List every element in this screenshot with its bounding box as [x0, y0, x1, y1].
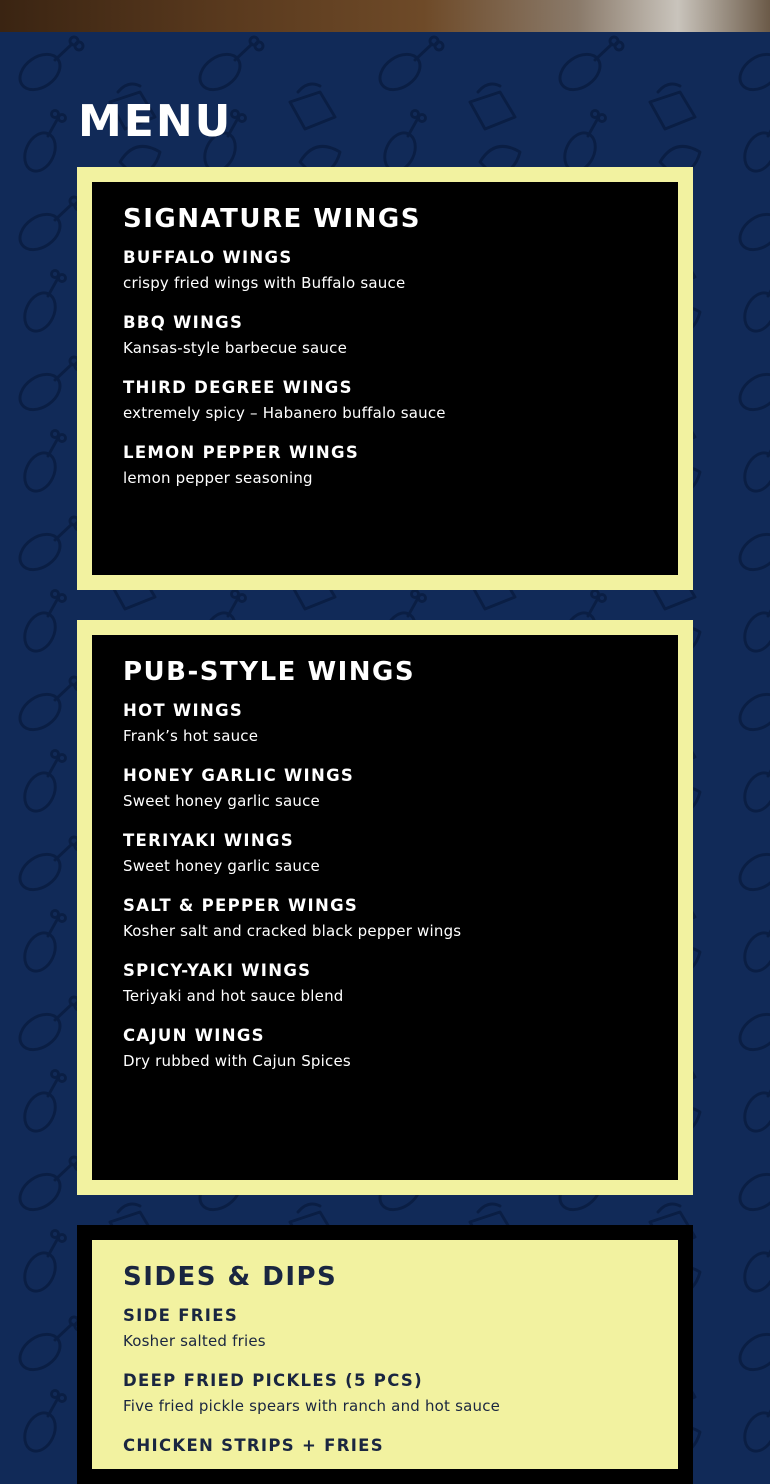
menu-item-description: Kosher salt and cracked black pepper wings	[123, 922, 462, 940]
menu-item-description: Kansas-style barbecue sauce	[123, 339, 348, 357]
menu-item	[123, 443, 647, 487]
menu-item	[123, 313, 647, 357]
menu-item-description: Kosher salted fries	[123, 1332, 266, 1350]
menu-item	[123, 766, 647, 810]
menu-item-name: HOT WINGS	[123, 701, 244, 720]
menu-item-name: DEEP FRIED PICKLES (5 PCS)	[123, 1371, 423, 1390]
menu-item-description: Sweet honey garlic sauce	[123, 857, 320, 875]
menu-item	[123, 248, 647, 292]
menu-item-name: BUFFALO WINGS	[123, 248, 293, 267]
menu-item	[123, 1026, 647, 1070]
menu-item-name: SALT & PEPPER WINGS	[123, 896, 359, 915]
section-title: SIDES & DIPS	[123, 1262, 338, 1292]
menu-card-sides-dips	[77, 1225, 693, 1484]
section-title: SIGNATURE WINGS	[123, 204, 421, 234]
menu-item-name: LEMON PEPPER WINGS	[123, 443, 360, 462]
menu-item-name: SPICY-YAKI WINGS	[123, 961, 312, 980]
menu-card-pub-style-wings	[77, 620, 693, 1195]
menu-item	[123, 1371, 647, 1415]
menu-item	[123, 1436, 647, 1455]
menu-item	[123, 961, 647, 1005]
menu-item-description: lemon pepper seasoning	[123, 469, 313, 487]
page-title: MENU	[78, 96, 233, 147]
menu-item-name: HONEY GARLIC WINGS	[123, 766, 355, 785]
menu-item-description: Sweet honey garlic sauce	[123, 792, 320, 810]
menu-item-name: BBQ WINGS	[123, 313, 244, 332]
menu-card-inner	[92, 635, 678, 1180]
menu-item-description: Five fried pickle spears with ranch and hot sauce	[123, 1397, 501, 1415]
menu-item-description: Teriyaki and hot sauce blend	[123, 987, 344, 1005]
menu-item	[123, 831, 647, 875]
menu-item-name: THIRD DEGREE WINGS	[123, 378, 353, 397]
menu-item-name: CHICKEN STRIPS + FRIES	[123, 1436, 384, 1455]
menu-item	[123, 701, 647, 745]
menu-item-description: crispy fried wings with Buffalo sauce	[123, 274, 406, 292]
menu-item	[123, 896, 647, 940]
menu-item-description: Frank’s hot sauce	[123, 727, 259, 745]
menu-card-inner	[92, 1240, 678, 1469]
hero-photo-strip	[0, 0, 770, 32]
section-title: PUB-STYLE WINGS	[123, 657, 416, 687]
menu-item-description: extremely spicy – Habanero buffalo sauce	[123, 404, 446, 422]
menu-card-signature-wings	[77, 167, 693, 590]
menu-item-name: TERIYAKI WINGS	[123, 831, 294, 850]
menu-item-name: SIDE FRIES	[123, 1306, 239, 1325]
menu-card-inner	[92, 182, 678, 575]
menu-item-description: Dry rubbed with Cajun Spices	[123, 1052, 351, 1070]
menu-item-name: CAJUN WINGS	[123, 1026, 265, 1045]
menu-item	[123, 378, 647, 422]
menu-item	[123, 1306, 647, 1350]
